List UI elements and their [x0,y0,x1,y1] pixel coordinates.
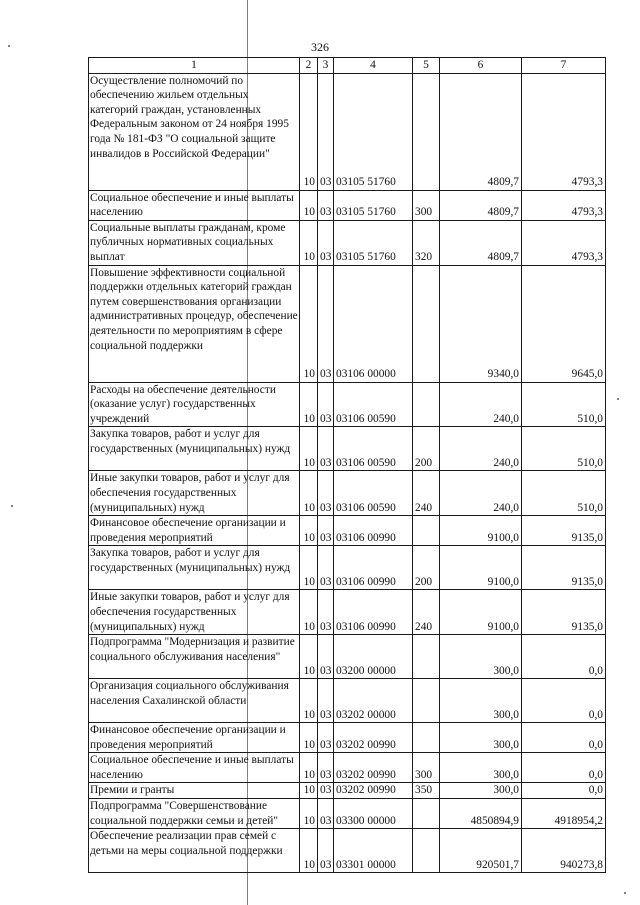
target-article-code: 03106 00990 [334,546,413,590]
table-row [89,265,606,382]
subsection-code: 03 [318,546,334,590]
target-article-code: 03106 00000 [334,265,413,382]
amount-year-2: 0,0 [522,635,606,679]
table-row [89,427,606,471]
row-name: Закупка товаров, работ и услуг для государственных (муниципальных) нужд [89,427,300,471]
expense-type-code: 320 [413,220,440,265]
table-row [89,753,606,783]
expense-type-code [413,799,440,829]
section-code: 10 [300,190,318,220]
section-code: 10 [300,546,318,590]
table-row [89,190,606,220]
amount-year-2: 4793,3 [522,190,606,220]
amount-year-2: 4918954,2 [522,799,606,829]
amount-year-2: 4793,3 [522,220,606,265]
target-article-code: 03202 00990 [334,753,413,783]
amount-year-1: 9100,0 [440,590,522,635]
expense-type-code: 200 [413,546,440,590]
row-name: Повышение эффективности социальной поддержки отдельных категорий граждан путем совершенствования организации административных процедур, обеспечение деятельности по мероприятиям в сфере социальной поддержки [89,265,300,382]
section-code: 10 [300,635,318,679]
amount-year-2: 510,0 [522,382,606,427]
row-name: Осуществление полномочий по обеспечению жильем отдельных категорий граждан, установленных Федеральным законом от 24 ноября 1995 года № 181-ФЗ "О социальной защите инвалидов в Российской Федерации" [89,73,300,190]
amount-year-2: 0,0 [522,753,606,783]
subsection-code: 03 [318,635,334,679]
expense-type-code: 240 [413,471,440,516]
amount-year-1: 4850894,9 [440,799,522,829]
expense-type-code: 300 [413,753,440,783]
amount-year-2: 510,0 [522,471,606,516]
scan-speck [617,398,619,400]
section-code: 10 [300,427,318,471]
expense-type-code [413,73,440,190]
row-name: Подпрограмма "Совершенствование социальной поддержки семьи и детей" [89,799,300,829]
header-cell: 6 [440,58,522,74]
target-article-code: 03202 00000 [334,679,413,723]
table-row [89,382,606,427]
expense-type-code [413,679,440,723]
amount-year-1: 9340,0 [440,265,522,382]
amount-year-1: 9100,0 [440,546,522,590]
amount-year-1: 240,0 [440,427,522,471]
table-row [89,679,606,723]
table-row [89,783,606,799]
row-name: Подпрограмма "Модернизация и развитие социального обслуживания населения" [89,635,300,679]
header-cell: 4 [334,58,413,74]
amount-year-1: 4809,7 [440,73,522,190]
subsection-code: 03 [318,190,334,220]
target-article-code: 03105 51760 [334,190,413,220]
target-article-code: 03106 00990 [334,590,413,635]
row-name: Организация социального обслуживания населения Сахалинской области [89,679,300,723]
target-article-code: 03106 00590 [334,471,413,516]
section-code: 10 [300,723,318,753]
budget-table [88,57,606,873]
row-name: Премии и гранты [89,783,300,799]
row-name: Иные закупки товаров, работ и услуг для обеспечения государственных (муниципальных) нужд [89,471,300,516]
section-code: 10 [300,799,318,829]
amount-year-1: 300,0 [440,635,522,679]
subsection-code: 03 [318,427,334,471]
section-code: 10 [300,516,318,546]
section-code: 10 [300,679,318,723]
amount-year-1: 240,0 [440,471,522,516]
table-row [89,73,606,190]
section-code: 10 [300,265,318,382]
table-row [89,516,606,546]
row-name: Финансовое обеспечение организации и проведения мероприятий [89,516,300,546]
amount-year-2: 0,0 [522,679,606,723]
header-cell: 1 [89,58,300,74]
subsection-code: 03 [318,679,334,723]
row-name: Социальное обеспечение и иные выплаты населению [89,753,300,783]
target-article-code: 03300 00000 [334,799,413,829]
subsection-code: 03 [318,723,334,753]
amount-year-2: 0,0 [522,783,606,799]
page-number: 326 [311,40,329,54]
expense-type-code: 240 [413,590,440,635]
section-code: 10 [300,73,318,190]
subsection-code: 03 [318,799,334,829]
subsection-code: 03 [318,590,334,635]
table-row [89,829,606,873]
row-name: Финансовое обеспечение организации и проведения мероприятий [89,723,300,753]
expense-type-code [413,635,440,679]
section-code: 10 [300,590,318,635]
header-cell: 2 [300,58,318,74]
target-article-code: 03105 51760 [334,73,413,190]
amount-year-1: 300,0 [440,753,522,783]
header-row [89,58,606,74]
amount-year-1: 300,0 [440,723,522,753]
table-row [89,723,606,753]
amount-year-1: 4809,7 [440,190,522,220]
amount-year-1: 240,0 [440,382,522,427]
expense-type-code [413,382,440,427]
table-row [89,546,606,590]
table-row [89,220,606,265]
amount-year-1: 300,0 [440,783,522,799]
expense-type-code [413,723,440,753]
expense-type-code [413,516,440,546]
row-name: Обеспечение реализации прав семей с детьми на меры социальной поддержки [89,829,300,873]
amount-year-2: 510,0 [522,427,606,471]
amount-year-2: 4793,3 [522,73,606,190]
section-code: 10 [300,753,318,783]
header-cell: 7 [522,58,606,74]
header-cell: 5 [413,58,440,74]
target-article-code: 03202 00990 [334,723,413,753]
amount-year-2: 0,0 [522,723,606,753]
amount-year-2: 9135,0 [522,516,606,546]
subsection-code: 03 [318,73,334,190]
target-article-code: 03106 00590 [334,427,413,471]
row-name: Социальные выплаты гражданам, кроме публичных нормативных социальных выплат [89,220,300,265]
table-row [89,590,606,635]
table-row [89,635,606,679]
amount-year-1: 4809,7 [440,220,522,265]
amount-year-2: 9645,0 [522,265,606,382]
scan-speck [11,505,13,507]
subsection-code: 03 [318,516,334,546]
expense-type-code [413,265,440,382]
target-article-code: 03106 00990 [334,516,413,546]
section-code: 10 [300,220,318,265]
subsection-code: 03 [318,265,334,382]
row-name: Закупка товаров, работ и услуг для государственных (муниципальных) нужд [89,546,300,590]
scan-speck [624,892,626,894]
target-article-code: 03200 00000 [334,635,413,679]
subsection-code: 03 [318,471,334,516]
header-cell: 3 [318,58,334,74]
table-row [89,471,606,516]
expense-type-code: 200 [413,427,440,471]
subsection-code: 03 [318,382,334,427]
expense-type-code: 300 [413,190,440,220]
amount-year-1: 920501,7 [440,829,522,873]
target-article-code: 03105 51760 [334,220,413,265]
amount-year-1: 300,0 [440,679,522,723]
subsection-code: 03 [318,220,334,265]
section-code: 10 [300,471,318,516]
row-name: Иные закупки товаров, работ и услуг для обеспечения государственных (муниципальных) нужд [89,590,300,635]
expense-type-code [413,829,440,873]
amount-year-2: 940273,8 [522,829,606,873]
section-code: 10 [300,783,318,799]
row-name: Расходы на обеспечение деятельности (оказание услуг) государственных учреждений [89,382,300,427]
amount-year-1: 9100,0 [440,516,522,546]
row-name: Социальное обеспечение и иные выплаты населению [89,190,300,220]
section-code: 10 [300,829,318,873]
subsection-code: 03 [318,783,334,799]
target-article-code: 03106 00590 [334,382,413,427]
subsection-code: 03 [318,753,334,783]
amount-year-2: 9135,0 [522,546,606,590]
subsection-code: 03 [318,829,334,873]
target-article-code: 03301 00000 [334,829,413,873]
expense-type-code: 350 [413,783,440,799]
section-code: 10 [300,382,318,427]
table-row [89,799,606,829]
amount-year-2: 9135,0 [522,590,606,635]
target-article-code: 03202 00990 [334,783,413,799]
